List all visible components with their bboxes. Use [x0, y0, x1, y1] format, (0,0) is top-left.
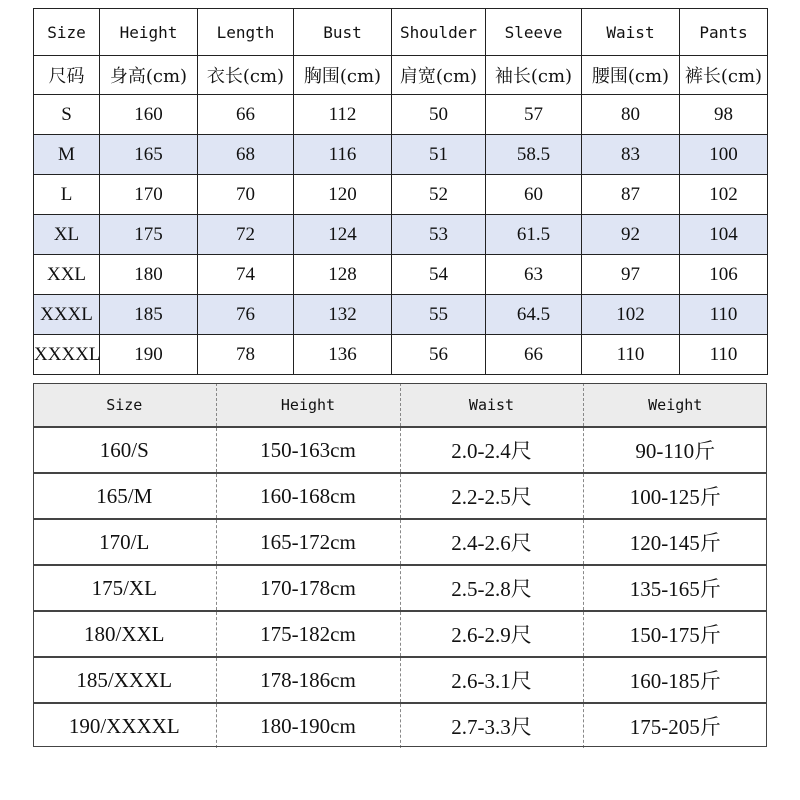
table-row-cell: 170/L: [33, 519, 216, 565]
table-row-cell: 102: [582, 295, 680, 335]
table-row-cell: 64.5: [486, 295, 582, 335]
table-row: [34, 95, 768, 135]
header-row-cn-cell: 裤长(cm): [680, 56, 768, 95]
table-row-cell: 160-168cm: [216, 473, 400, 519]
table-row: [33, 611, 767, 657]
table-row-cell: 51: [392, 135, 486, 175]
table-row-cell: 150-163cm: [216, 427, 400, 473]
table-row-cell: 160: [100, 95, 198, 135]
table-row: [33, 565, 767, 611]
table-row-cell: 72: [198, 215, 294, 255]
header-row-cn-cell: 衣长(cm): [198, 56, 294, 95]
header-row-cn-cell: 胸围(cm): [294, 56, 392, 95]
table-row-cell: 60: [486, 175, 582, 215]
fit-header-row: [33, 383, 767, 427]
table-row-cell: 110: [582, 335, 680, 375]
table-row: [33, 473, 767, 519]
table-row-cell: 83: [582, 135, 680, 175]
table-row-cell: 55: [392, 295, 486, 335]
table-row-cell: 165: [100, 135, 198, 175]
table-row-cell: 190: [100, 335, 198, 375]
table-row-cell: 175/XL: [33, 565, 216, 611]
table-row-cell: 68: [198, 135, 294, 175]
table-row-cell: 52: [392, 175, 486, 215]
header-row-en-cell: Size: [34, 9, 100, 56]
header-row-cn-cell: 肩宽(cm): [392, 56, 486, 95]
table-row-cell: 124: [294, 215, 392, 255]
table-row-cell: 57: [486, 95, 582, 135]
table-row-cell: 2.6-3.1尺: [400, 657, 583, 703]
table-row-cell: 178-186cm: [216, 657, 400, 703]
size-fit-guide-table: [33, 383, 767, 748]
table-row-cell: 102: [680, 175, 768, 215]
table-row-cell: 160-185斤: [583, 657, 767, 703]
header-row-en-cell: Shoulder: [392, 9, 486, 56]
table-row: [33, 703, 767, 748]
table-row-cell: 128: [294, 255, 392, 295]
header-row-cn-cell: 尺码: [34, 56, 100, 95]
table-row-cell: 66: [486, 335, 582, 375]
table-row-cell: 120: [294, 175, 392, 215]
table-row-cell: 170: [100, 175, 198, 215]
table-row-cell: 190/XXXXL: [33, 703, 216, 748]
table-row-cell: 100: [680, 135, 768, 175]
table-row-cell: 112: [294, 95, 392, 135]
header-row-cn: [34, 56, 768, 95]
table-row-cell: 185/XXXL: [33, 657, 216, 703]
table-row-cell: 58.5: [486, 135, 582, 175]
table-row-cell: 175: [100, 215, 198, 255]
header-row-cn-cell: 腰围(cm): [582, 56, 680, 95]
table-row-cell: 185: [100, 295, 198, 335]
table-row-cell: 70: [198, 175, 294, 215]
table-row-cell: 136: [294, 335, 392, 375]
table-row-cell: L: [34, 175, 100, 215]
table-row: [34, 295, 768, 335]
table-row-cell: 106: [680, 255, 768, 295]
table-row-cell: 87: [582, 175, 680, 215]
table-row-cell: 170-178cm: [216, 565, 400, 611]
table-row-cell: 110: [680, 295, 768, 335]
table-row-cell: XXL: [34, 255, 100, 295]
table-row: [33, 519, 767, 565]
table-row-cell: XL: [34, 215, 100, 255]
table-row-cell: 120-145斤: [583, 519, 767, 565]
table-row-cell: XXXL: [34, 295, 100, 335]
table-row-cell: 165/M: [33, 473, 216, 519]
table-row-cell: 100-125斤: [583, 473, 767, 519]
table-row-cell: 50: [392, 95, 486, 135]
header-row-en-cell: Height: [100, 9, 198, 56]
header-row-cn-cell: 身高(cm): [100, 56, 198, 95]
table-row-cell: 97: [582, 255, 680, 295]
header-row-en-cell: Pants: [680, 9, 768, 56]
table-row-cell: 78: [198, 335, 294, 375]
table-row-cell: M: [34, 135, 100, 175]
table-row-cell: S: [34, 95, 100, 135]
table-row-cell: 132: [294, 295, 392, 335]
fit-header-row-cell: Weight: [583, 383, 767, 427]
table-row-cell: 53: [392, 215, 486, 255]
table-row-cell: 2.4-2.6尺: [400, 519, 583, 565]
table-row: [33, 427, 767, 473]
header-row-en-cell: Length: [198, 9, 294, 56]
header-row-en: [34, 9, 768, 56]
table-row-cell: 2.5-2.8尺: [400, 565, 583, 611]
table-row: [34, 255, 768, 295]
header-row-en-cell: Sleeve: [486, 9, 582, 56]
table-row-cell: 2.7-3.3尺: [400, 703, 583, 748]
table-row-cell: 104: [680, 215, 768, 255]
table-row-cell: 2.0-2.4尺: [400, 427, 583, 473]
header-row-en-cell: Bust: [294, 9, 392, 56]
table-row-cell: 180-190cm: [216, 703, 400, 748]
fit-header-row-cell: Waist: [400, 383, 583, 427]
table-row: [34, 215, 768, 255]
table-row-cell: 165-172cm: [216, 519, 400, 565]
table-row: [34, 175, 768, 215]
table-row-cell: 80: [582, 95, 680, 135]
header-row-en-cell: Waist: [582, 9, 680, 56]
table-row-cell: 66: [198, 95, 294, 135]
table-row: [34, 135, 768, 175]
table-row-cell: 135-165斤: [583, 565, 767, 611]
table-row-cell: 160/S: [33, 427, 216, 473]
table-row-cell: 175-182cm: [216, 611, 400, 657]
table-row-cell: 61.5: [486, 215, 582, 255]
table-row-cell: 2.2-2.5尺: [400, 473, 583, 519]
table-row-cell: 76: [198, 295, 294, 335]
table-row-cell: 150-175斤: [583, 611, 767, 657]
table-row-cell: 74: [198, 255, 294, 295]
table-row-cell: 110: [680, 335, 768, 375]
table-row-cell: 175-205斤: [629, 715, 721, 739]
table-row-cell: 180/XXL: [33, 611, 216, 657]
table-row-cell: 63: [486, 255, 582, 295]
size-measurement-table: [33, 8, 768, 375]
table-row-cell: XXXXL: [34, 335, 100, 375]
table-row-cell: 180: [100, 255, 198, 295]
table-row-cell: 92: [582, 215, 680, 255]
table-row-cell: 54: [392, 255, 486, 295]
table-row-cell: 98: [680, 95, 768, 135]
table-row-cell: 116: [294, 135, 392, 175]
table-row-cell: 2.6-2.9尺: [400, 611, 583, 657]
table-row-cell: 56: [392, 335, 486, 375]
table-row: [34, 335, 768, 375]
fit-header-row-cell: Size: [33, 383, 216, 427]
header-row-cn-cell: 袖长(cm): [486, 56, 582, 95]
table-row: [33, 657, 767, 703]
fit-header-row-cell: Height: [216, 383, 400, 427]
table-row-cell: 90-110斤: [583, 427, 767, 473]
